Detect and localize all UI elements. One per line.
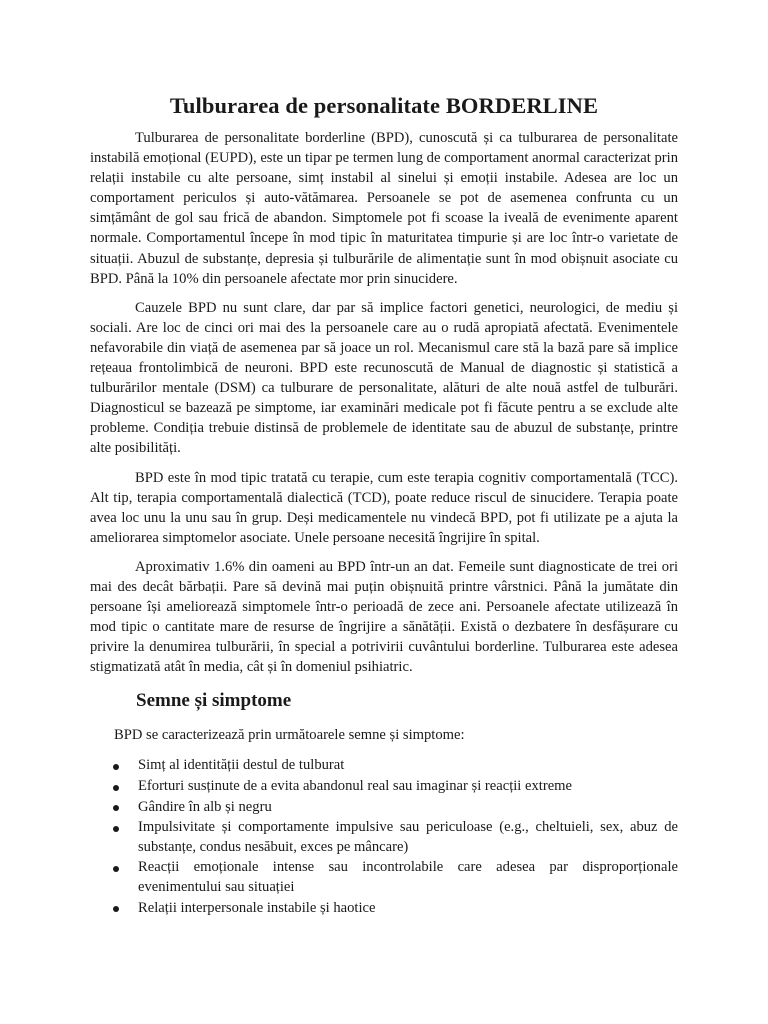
section-intro: BPD se caracterizează prin următoarele semne și simptome: <box>114 727 465 744</box>
bullet-icon <box>113 764 119 770</box>
paragraph-definition: Tulburarea de personalitate borderline (BPD), cunoscută și ca tulburarea de personalitate instabilă emoțional (EUPD), este un tipar pe termen lung de comportament anormal caracterizat prin relații instabile cu alte persoane, simț instabil al sinelui și emoții instabile. Adesea are loc un comportament periculos și auto-vătămarea. Persoanele se pot de asemenea confrunta cu un simțământ de gol sau frică de abandon. Simptomele pot fi scoase la iveală de evenimente aparent normale. Comportamentul începe în mod tipic în maturitatea timpurie și are loc într-o varietate de situații. Abuzul de substanțe, depresia și tulburările de alimentație sunt în mod obișnuit asociate cu BPD. Până la 10% din persoanele afectate mor prin sinucidere. <box>90 130 678 287</box>
section-heading-signs-symptoms: Semne și simptome <box>136 690 292 712</box>
list-item <box>90 858 678 897</box>
list-item-text: Simț al identității destul de tulburat <box>138 757 345 774</box>
list-item <box>90 777 678 797</box>
list-item-text: Eforturi susținute de a evita abandonul real sau imaginar și reacții extreme <box>138 778 573 795</box>
paragraph-causes: Cauzele BPD nu sunt clare, dar par să implice factori genetici, neurologici, de mediu și sociali. Are loc de cinci ori mai des la persoanele care au o rudă apropiată afectată. Evenimentele nefavorabile din viață de asemenea par să joace un rol. Mecanismul care stă la bază pare să implice rețeaua frontolimbică de neuroni. BPD este recunoscută de Manual de diagnostic și statistică a tulburărilor mentale (DSM) ca tulburare de personalitate, alături de alte nouă astfel de tulburări. Diagnosticul se bazează pe simptome, iar examinări medicale pot fi făcute pentru a se exclude alte probleme. Condiția trebuie distinsă de problemele de identitate sau de abuzul de substanțe, printre alte posibilități. <box>90 299 678 457</box>
list-item <box>90 818 678 857</box>
bullet-icon <box>113 826 119 832</box>
list-item-text: Reacții emoționale intense sau incontrolabile care adesea par disproporționale evenimentului sau situației <box>138 859 678 895</box>
document-page <box>90 92 678 919</box>
list-item-text: Gândire în alb și negru <box>138 798 272 815</box>
list-item <box>90 899 678 919</box>
list-item-text: Impulsivitate și comportamente impulsive sau periculoase (e.g., cheltuieli, sex, abuz de substanțe, condus nesăbuit, exces pe mâncare) <box>138 819 678 855</box>
bullet-icon <box>113 805 119 811</box>
list-item <box>90 756 678 776</box>
paragraph-treatment: BPD este în mod tipic tratată cu terapie, cum este terapia cognitiv comportamentală (TCC). Alt tip, terapia comportamentală dialectică (TCD), poate reduce riscul de sinucidere. Terapia poate avea loc unu la unu sau în grup. Deși medicamentele nu vindecă BPD, pot fi utilizate pe a ajuta la ameliorarea simptomelor asociate. Unele persoane necesită îngrijire în spital. <box>90 469 678 546</box>
list-item-text: Relații interpersonale instabile și haotice <box>138 899 376 916</box>
paragraph-epidemiology: Aproximativ 1.6% din oameni au BPD într-un an dat. Femeile sunt diagnosticate de trei ori mai des decât bărbații. Pare să devină mai puțin obișnuită printre vârstnici. Până la jumătate din persoane își ameliorează simptomele într-o perioadă de zece ani. Persoanele afectate utilizează în mod tipic o cantitate mare de resurse de îngrijire a sănătății. Există o dezbatere în desfășurare cu privire la denumirea tulburării, în special a potrivirii cuvântului borderline. Tulburarea este adesea stigmatizată atât în media, cât și în domeniul psihiatric. <box>90 558 678 676</box>
bullet-icon <box>113 866 119 872</box>
symptom-list <box>90 756 678 918</box>
bullet-icon <box>113 906 119 912</box>
document-title: Tulburarea de personalitate BORDERLINE <box>169 93 599 118</box>
bullet-icon <box>113 785 119 791</box>
list-item <box>90 798 678 818</box>
